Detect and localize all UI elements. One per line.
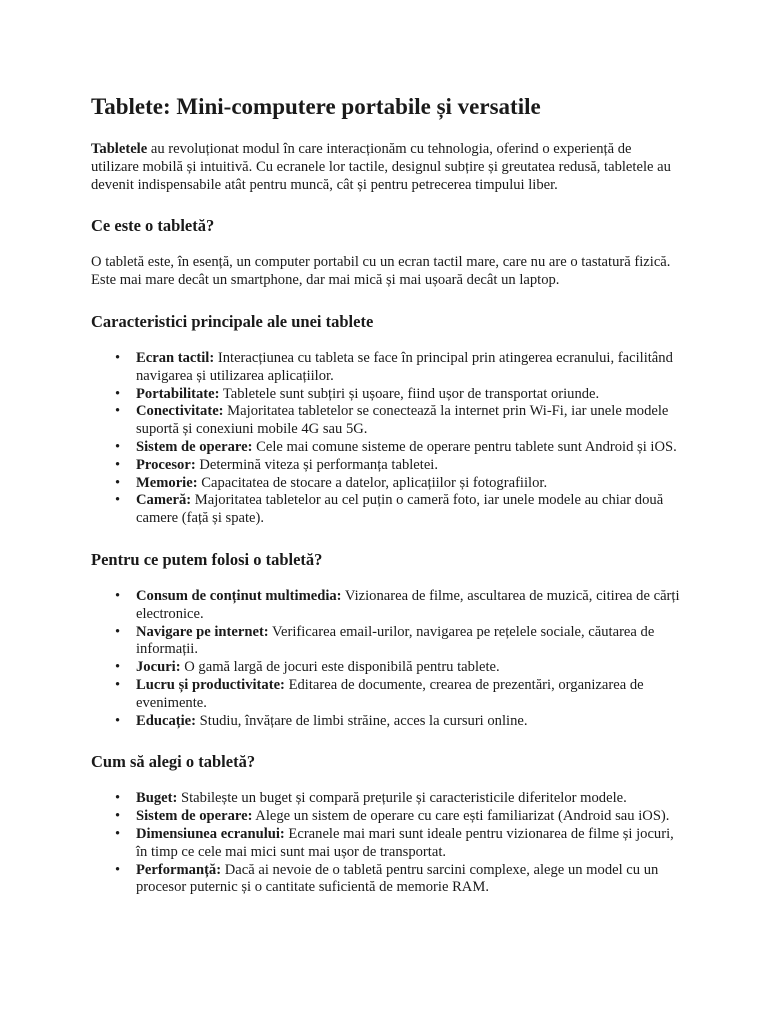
list-item — [115, 587, 681, 624]
list-item-term: Educație: — [136, 712, 196, 729]
list-item — [115, 676, 681, 713]
list-item — [115, 456, 681, 475]
bullet-icon: • — [115, 808, 121, 825]
list-item-term: Procesor: — [136, 456, 196, 473]
features-list — [91, 350, 681, 528]
list-item-text: Verificarea email-urilor, navigarea pe rețelele sociale, căutarea de informații. — [136, 623, 655, 658]
list-item — [115, 385, 681, 404]
bullet-icon: • — [115, 676, 121, 693]
list-item-text: Tabletele sunt subțiri și ușoare, fiind ușor de transportat oriunde. — [219, 385, 600, 402]
document-page — [91, 93, 681, 919]
list-item-term: Consum de conținut multimedia: — [136, 587, 342, 604]
list-item-text: Ecranele mai mari sunt ideale pentru vizionarea de filme și jocuri, în timp ce cele mai mici sunt mai ușor de transportat. — [136, 825, 674, 860]
list-item-text: Determină viteza și performanța tabletei. — [195, 456, 439, 473]
list-item — [115, 403, 681, 439]
bullet-icon: • — [115, 456, 121, 473]
list-item-text: O gamă largă de jocuri este disponibilă pentru tablete. — [180, 659, 500, 676]
choose-list — [91, 790, 681, 897]
list-item — [115, 808, 681, 826]
bullet-icon: • — [115, 659, 121, 676]
section-heading-uses: Pentru ce putem folosi o tabletă? — [91, 549, 323, 569]
list-item-text: Majoritatea tabletelor au cel puțin o cameră foto, iar unele modele au chiar două camere (față și spate). — [136, 492, 664, 527]
list-item-text: Stabilește un buget și compară prețurile și caracteristicile diferitelor modele. — [177, 790, 627, 807]
intro-bold-term: Tabletele — [91, 141, 148, 157]
list-item-term: Jocuri: — [136, 659, 181, 676]
bullet-icon: • — [115, 385, 121, 402]
list-item-term: Conectivitate: — [136, 403, 224, 420]
list-item-text: Capacitatea de stocare a datelor, aplicațiilor și fotografiilor. — [197, 474, 548, 491]
list-item — [115, 349, 681, 386]
bullet-icon: • — [115, 790, 121, 807]
bullet-icon: • — [115, 349, 121, 366]
section-heading-choose: Cum să alegi o tabletă? — [91, 752, 256, 772]
bullet-icon: • — [115, 623, 121, 640]
list-item-text: Interacțiunea cu tableta se face în principal prin atingerea ecranului, facilitând navigarea și utilizarea aplicațiilor. — [136, 349, 673, 384]
list-item-term: Sistem de operare: — [136, 438, 253, 455]
bullet-icon: • — [115, 438, 121, 455]
list-item-term: Memorie: — [136, 474, 198, 491]
list-item-text: Cele mai comune sisteme de operare pentru tablete sunt Android și iOS. — [252, 438, 677, 455]
bullet-icon: • — [115, 825, 121, 842]
intro-paragraph — [91, 141, 681, 194]
list-item — [115, 861, 681, 898]
list-item — [115, 474, 681, 493]
bullet-icon: • — [115, 861, 121, 878]
list-item-term: Performanță: — [136, 861, 222, 878]
list-item-text: Dacă ai nevoie de o tabletă pentru sarcini complexe, alege un model cu un procesor puternic și o cantitate suficientă de memorie RAM. — [136, 861, 659, 896]
list-item-term: Portabilitate: — [136, 385, 220, 402]
list-item-text: Vizionarea de filme, ascultarea de muzică, citirea de cărți electronice. — [136, 587, 680, 622]
list-item-term: Ecran tactil: — [136, 349, 215, 366]
section-heading-what-is: Ce este o tabletă? — [91, 216, 215, 236]
list-item-term: Lucru și productivitate: — [136, 676, 285, 693]
list-item — [115, 790, 681, 808]
list-item — [115, 825, 681, 862]
list-item-term: Sistem de operare: — [136, 808, 253, 825]
list-item — [115, 712, 681, 731]
bullet-icon: • — [115, 403, 121, 420]
bullet-icon: • — [115, 474, 121, 491]
bullet-icon: • — [115, 712, 121, 729]
what-is-paragraph: O tabletă este, în esență, un computer portabil cu un ecran tactil mare, care nu are o tastatură fizică. Este mai mare decât un smartphone, dar mai mică și mai ușoară decât un laptop. — [91, 254, 671, 289]
section-heading-features: Caracteristici principale ale unei tablete — [91, 311, 374, 331]
list-item — [115, 438, 681, 457]
list-item — [115, 492, 681, 528]
bullet-icon: • — [115, 492, 121, 509]
list-item — [115, 623, 681, 660]
list-item-text: Studiu, învățare de limbi străine, acces la cursuri online. — [196, 712, 528, 729]
uses-list — [91, 588, 681, 730]
list-item-term: Dimensiunea ecranului: — [136, 825, 285, 842]
bullet-icon: • — [115, 587, 121, 604]
list-item-term: Navigare pe internet: — [136, 623, 269, 640]
intro-text: au revoluționat modul în care interacționăm cu tehnologia, oferind o experiență de utilizare mobilă și intuitivă. Cu ecranele lor tactile, designul subțire și greutatea redusă, tabletele au devenit indispensabile atât pentru muncă, cât și pentru petrecerea timpului liber. — [91, 141, 671, 193]
list-item — [115, 659, 681, 677]
document-title: Tablete: Mini-computere portabile și versatile — [91, 94, 541, 119]
list-item-term: Buget: — [136, 790, 178, 807]
list-item-term: Cameră: — [136, 492, 192, 509]
list-item-text: Editarea de documente, crearea de prezentări, organizarea de evenimente. — [136, 676, 644, 711]
list-item-text: Alege un sistem de operare cu care ești familiarizat (Android sau iOS). — [252, 808, 670, 825]
list-item-text: Majoritatea tabletelor se conectează la internet prin Wi-Fi, iar unele modele suportă și conexiuni mobile 4G sau 5G. — [136, 403, 669, 438]
